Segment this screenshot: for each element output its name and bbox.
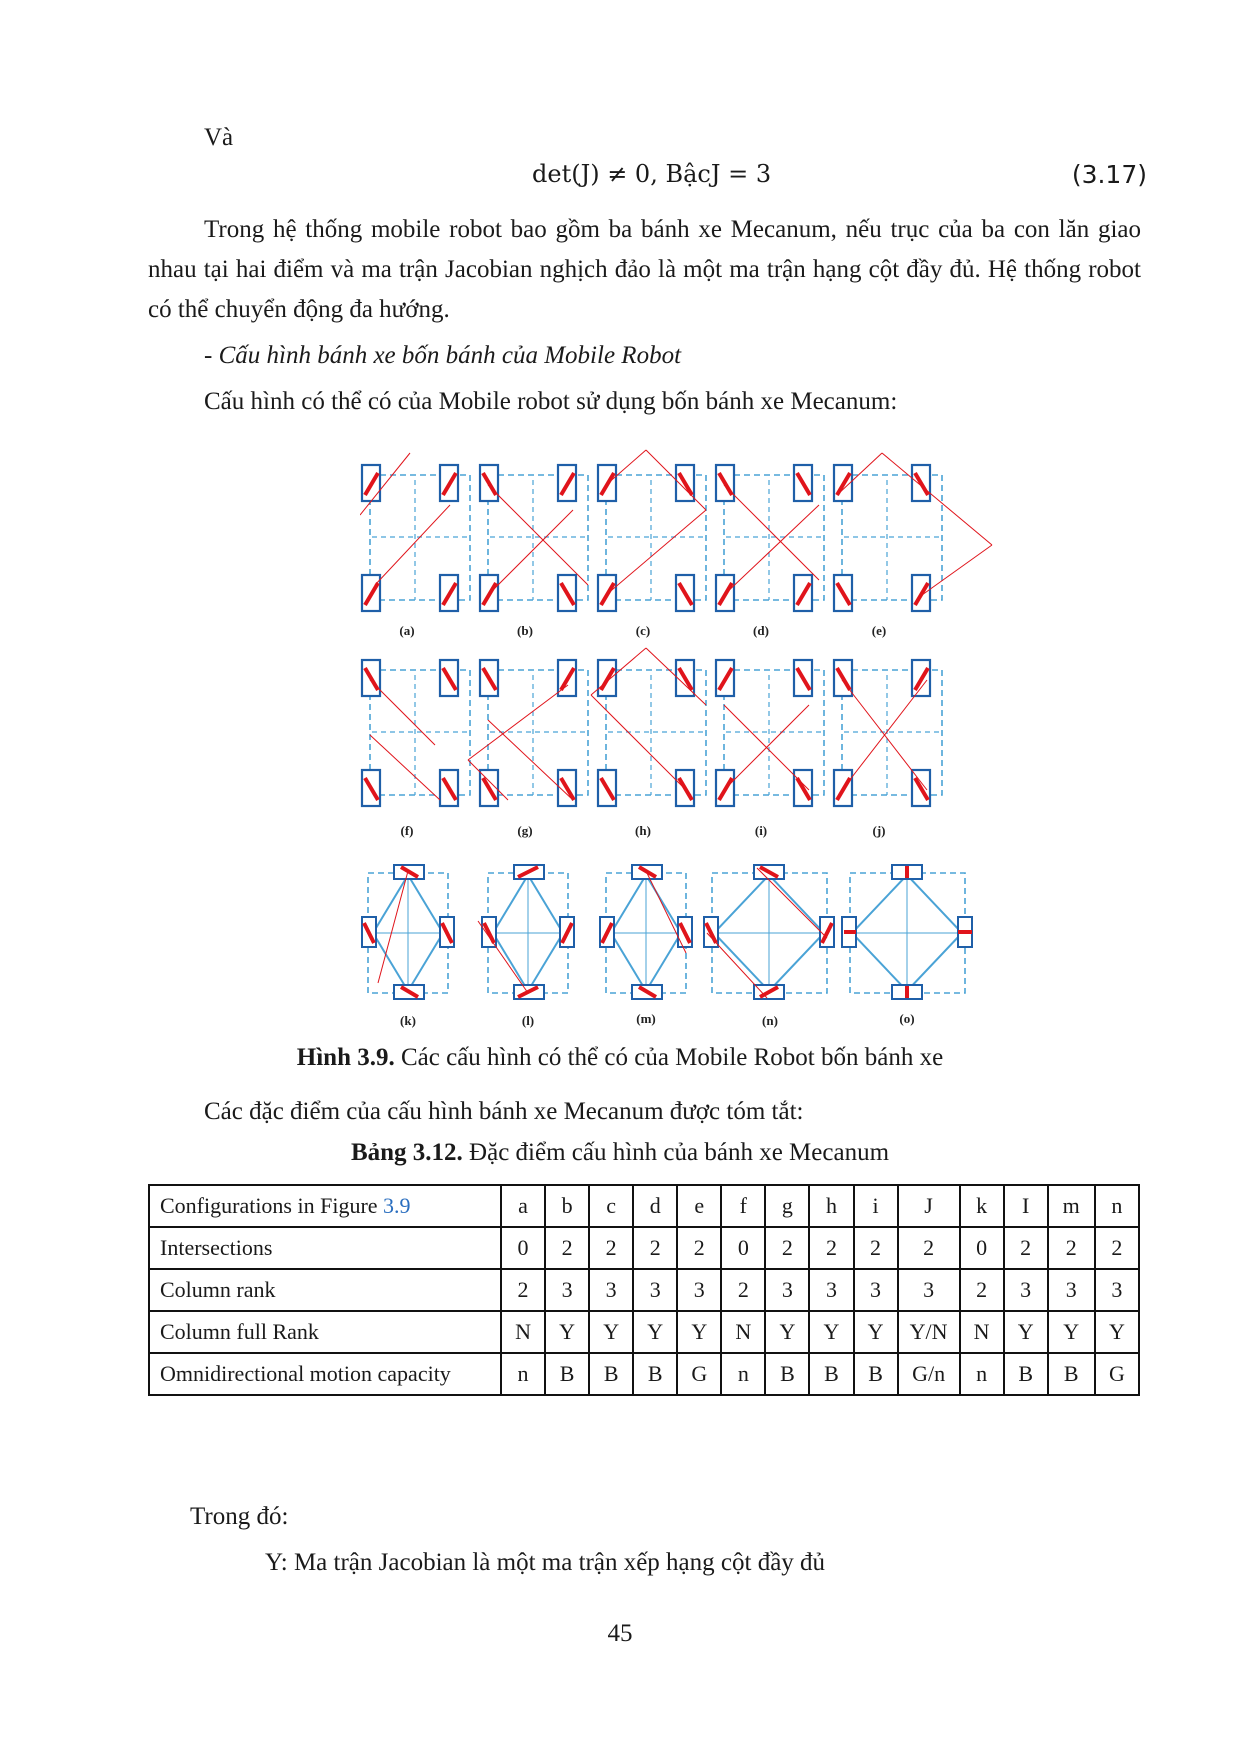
table-cell: G/n [898,1353,960,1395]
config-n [704,865,834,999]
table-cell: B [765,1353,809,1395]
table-cell: 2 [1004,1227,1048,1269]
row-label: Column full Rank [149,1311,501,1353]
label-l: (l) [521,1013,535,1028]
config-a [360,453,470,611]
table-cell: n [960,1353,1004,1395]
label-f: (f) [400,823,414,838]
column-header: a [501,1185,545,1227]
table-cell: 2 [854,1227,898,1269]
label-h: (h) [635,823,651,838]
config-f [362,660,470,806]
column-header: k [960,1185,1004,1227]
table-cell: 3 [765,1269,809,1311]
table-cell: Y [809,1311,853,1353]
table-cell: 3 [1095,1269,1139,1311]
table-cell: 2 [545,1227,589,1269]
table-caption-number: Bảng 3.12. [350,1139,463,1166]
header-label-text: Configurations in Figure [160,1193,384,1218]
column-header: h [809,1185,853,1227]
figure-caption-text: Các cấu hình có thể có của Mobile Robot bốn bánh xe [394,1044,944,1071]
table-caption-text: Đặc điểm cấu hình của bánh xe Mecanum [462,1139,890,1166]
table-cell: B [1048,1353,1095,1395]
table-cell: 2 [721,1269,765,1311]
equation-body: det(J) ≠ 0, BậcJ = 3 [532,160,772,188]
column-header: c [589,1185,633,1227]
column-header: g [765,1185,809,1227]
table-cell: 2 [1095,1227,1139,1269]
table-cell: 3 [809,1269,853,1311]
table-cell: G [677,1353,721,1395]
table-cell: B [633,1353,677,1395]
table-cell: 0 [721,1227,765,1269]
table-cell: 2 [809,1227,853,1269]
table-row-column-rank [149,1269,1139,1311]
label-n: (n) [762,1013,778,1028]
column-header: n [1095,1185,1139,1227]
table-cell: Y [677,1311,721,1353]
label-b: (b) [517,623,533,638]
table-cell: N [721,1311,765,1353]
column-header: d [633,1185,677,1227]
table-caption [0,1139,1240,1167]
table-cell: 0 [501,1227,545,1269]
y-definition: Y: Ma trận Jacobian là một ma trận xếp hạng cột đầy đủ [265,1549,826,1576]
table-cell: 3 [545,1269,589,1311]
equation-3-17 [0,160,1240,200]
config-l [478,865,574,999]
config-o [842,865,972,999]
table-cell: Y [633,1311,677,1353]
table-cell: 3 [1004,1269,1048,1311]
label-k: (k) [400,1013,416,1028]
table-cell: Y [1004,1311,1048,1353]
paragraph-three-wheel: Trong hệ thống mobile robot bao gồm ba bánh xe Mecanum, nếu trục của ba con lăn giao nhau tại hai điểm và ma trận Jacobian nghịch đảo là một ma trận hạng cột đầy đủ. Hệ thống robot có thể chuyển động đa hướng. [148,216,1141,323]
column-header: f [721,1185,765,1227]
table-cell: N [501,1311,545,1353]
page-number: 45 [607,1620,633,1647]
table-cell: 3 [854,1269,898,1311]
row-label: Intersections [149,1227,501,1269]
table-cell: 2 [898,1227,960,1269]
column-header: i [854,1185,898,1227]
table-cell: B [545,1353,589,1395]
mecanum-config-table [148,1184,1140,1396]
figure-caption-number: Hình 3.9. [296,1044,395,1071]
label-c: (c) [635,623,651,638]
table-cell: 2 [501,1269,545,1311]
figure-reference-link[interactable]: 3.9 [383,1193,411,1218]
column-header: m [1048,1185,1095,1227]
table-cell: Y [1095,1311,1139,1353]
table-cell: B [1004,1353,1048,1395]
table-row-column-full-rank [149,1311,1139,1353]
table-cell: 3 [589,1269,633,1311]
config-b [480,465,588,611]
figure-3-9 [360,445,1040,1035]
paragraph-summary: Các đặc điểm của cấu hình bánh xe Mecanum được tóm tắt: [204,1098,804,1125]
where-label: Trong đó: [190,1503,289,1530]
table-row-intersections [149,1227,1139,1269]
label-m: (m) [636,1011,656,1026]
table-cell: B [589,1353,633,1395]
table-header-row [149,1185,1139,1227]
table-cell: 2 [765,1227,809,1269]
row-label: Column rank [149,1269,501,1311]
table-header-label [149,1185,501,1227]
label-e: (e) [871,623,887,638]
config-g [468,660,588,806]
config-i [716,660,824,806]
table-cell: 3 [898,1269,960,1311]
label-a: (a) [399,623,415,638]
figure-caption [0,1044,1240,1072]
table-cell: Y [765,1311,809,1353]
table-cell: 3 [633,1269,677,1311]
paragraph-intro-figure: Cấu hình có thể có của Mobile robot sử dụng bốn bánh xe Mecanum: [204,388,898,415]
table-cell: n [501,1353,545,1395]
table-cell: Y [1048,1311,1095,1353]
config-c [598,450,706,611]
table-cell: 2 [633,1227,677,1269]
table-row-omnidirectional [149,1353,1139,1395]
label-j: (j) [872,823,886,838]
table-cell: 2 [960,1269,1004,1311]
config-h [591,648,706,806]
table-cell: Y [545,1311,589,1353]
table-cell: Y [854,1311,898,1353]
config-e [834,453,992,611]
label-d: (d) [753,623,769,638]
label-i: (i) [754,823,768,838]
config-j [834,660,942,806]
label-g: (g) [517,823,533,838]
table-cell: B [809,1353,853,1395]
table-cell: 3 [1048,1269,1095,1311]
column-header: J [898,1185,960,1227]
table-cell: G [1095,1353,1139,1395]
row-label: Omnidirectional motion capacity [149,1353,501,1395]
column-header: b [545,1185,589,1227]
table-cell: N [960,1311,1004,1353]
table-cell: 3 [677,1269,721,1311]
table-cell: Y [589,1311,633,1353]
section-heading: - Cấu hình bánh xe bốn bánh của Mobile Robot [204,342,682,369]
column-header: I [1004,1185,1048,1227]
table-cell: 2 [589,1227,633,1269]
table-cell: 0 [960,1227,1004,1269]
config-k [362,865,454,999]
va-text: Và [204,124,234,151]
table-cell: 2 [677,1227,721,1269]
table-cell: 2 [1048,1227,1095,1269]
label-o: (o) [899,1011,915,1026]
table-cell: B [854,1353,898,1395]
table-cell: Y/N [898,1311,960,1353]
table-cell: n [721,1353,765,1395]
column-header: e [677,1185,721,1227]
config-d [716,465,824,611]
config-m [600,865,692,999]
equation-number: (3.17) [1071,160,1147,189]
